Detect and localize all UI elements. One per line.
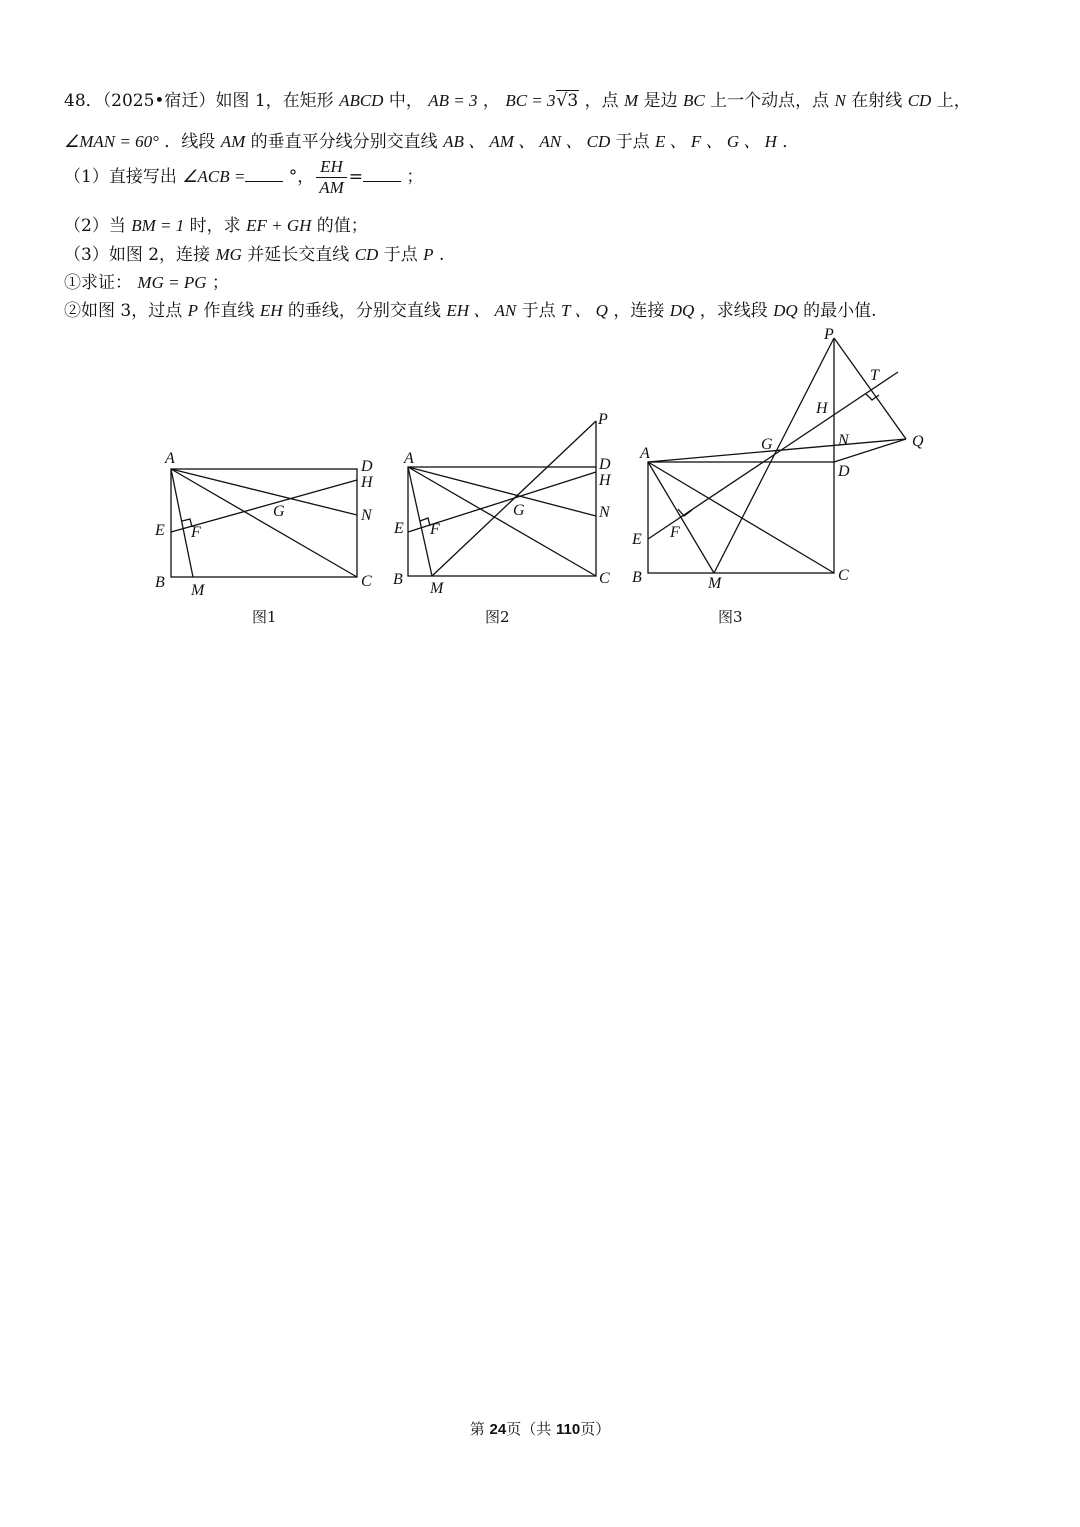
fig3-label-b: B [632,569,642,586]
fig2-label-f: F [430,521,440,538]
sub-question-2: ②如图 3，过点 P 作直线 EH 的垂线，分别交直线 EH 、 AN 于点 T 、 Q ，连接 DQ ，求线段 DQ 的最小值. [64,301,877,321]
fig2-label-d: D [599,456,611,473]
fig2-segment-an [408,467,596,516]
fig1-label-b: B [155,574,165,591]
fig1-label-c: C [361,573,372,590]
fraction-eh-am: $\frac{EH}{AM}$ [316,157,347,198]
part-1: （1）直接写出 ∠ACB = °， $\frac{EH}{AM}$ = ； [64,157,424,197]
fig1-segment-ac [171,469,357,577]
answer-blank-2 [363,167,401,182]
fig2-label-c: C [599,570,610,587]
fig3-label-f: F [670,524,680,541]
fig3-label-a: A [640,445,650,462]
fig3-label-c: C [838,567,849,584]
fig3-segment-pq [834,338,906,439]
sub-question-1: ①求证： MG = PG ； [64,273,229,293]
fig1-label-n: N [361,507,372,524]
fig3-label-e: E [632,531,642,548]
fig1-label-a: A [165,450,175,467]
fig2-label-h: H [599,472,611,489]
fig2-label-e: E [394,520,404,537]
question-source: （2025•宿迁） [102,91,216,111]
fig3-label-t: T [870,367,879,384]
fig3-label-g: G [761,436,773,453]
fig2-caption: 图2 [485,608,510,626]
fig2-label-p: P [598,411,608,428]
answer-blank-1 [245,167,283,182]
fig1-label-h: H [361,474,373,491]
page-total: 110 [556,1421,581,1438]
fig2-label-b: B [393,571,403,588]
fig2-label-a: A [404,450,414,467]
geometry-figures [0,320,1080,660]
figure-1 [154,450,374,626]
fig3-label-m: M [708,575,722,592]
question-intro-line2: ∠MAN = 60° ．线段 AM 的垂直平分线分别交直线 AB 、 AM 、 AN 、 CD 于点 E 、 F 、 G 、 H ． [64,132,800,152]
fig3-segment-ac [648,462,834,573]
part-3: （3）如图 2，连接 MG 并延长交直线 CD 于点 P . [64,245,445,265]
figure-3 [631,326,924,626]
fig1-segment-an [171,469,357,515]
page-number: 24 [489,1421,507,1438]
page-footer: 第 24页（共 110页） [469,1420,611,1438]
fig2-label-n: N [599,504,610,521]
fig2-label-g: G [513,502,525,519]
fig2-label-m: M [430,580,444,597]
fig3-label-h: H [816,400,828,417]
part-2: （2）当 BM = 1 时，求 EF + GH 的值； [64,216,368,236]
fig1-caption: 图1 [252,608,277,626]
fig3-perp-bisector [648,372,898,539]
fig3-label-p: P [824,326,834,343]
fig1-label-d: D [361,458,373,475]
fig1-segment-am [171,469,193,577]
fig3-label-q: Q [912,433,924,450]
figure-2 [393,411,612,626]
fig3-caption: 图3 [718,608,743,626]
fig2-segment-mp [432,421,596,576]
sqrt-symbol: √3 [556,91,579,111]
fig1-label-m: M [191,582,205,599]
question-number: 48 [64,91,86,111]
fig1-label-f: F [191,524,201,541]
fig3-label-n: N [838,432,849,449]
fig3-label-d: D [838,463,850,480]
fig1-label-e: E [155,522,165,539]
question-intro-line1: 48．（2025•宿迁）如图 1，在矩形 ABCD 中， AB = 3 ， BC = 3√3 ，点 M 是边 BC 上一个动点，点 N 在射线 CD 上， [64,91,971,111]
fig1-label-g: G [273,503,285,520]
